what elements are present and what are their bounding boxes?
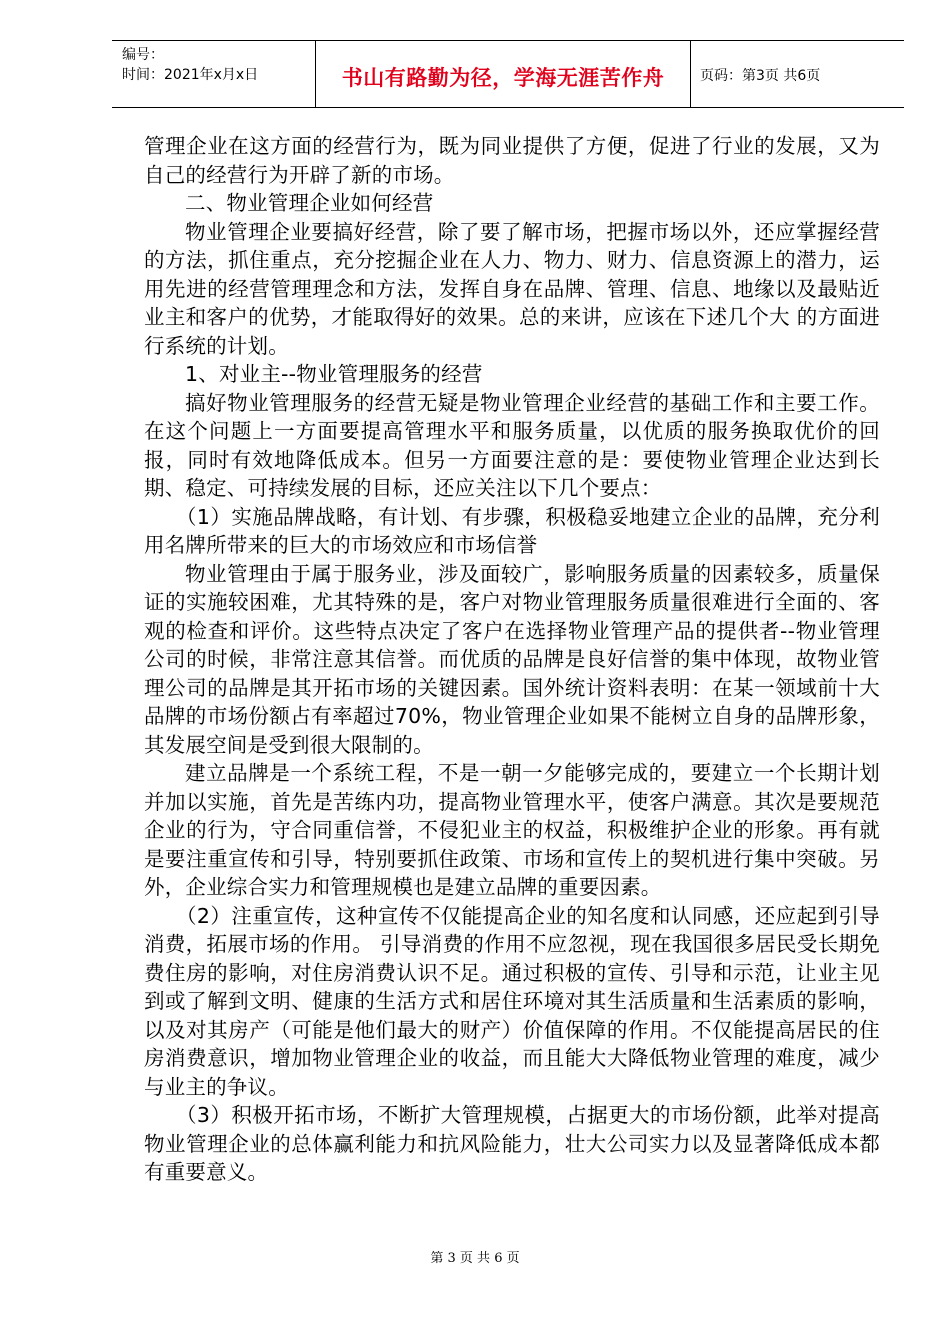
paragraph-continued: 管理企业在这方面的经营行为，既为同业提供了方便，促进了行业的发展，又为自己的经营行为开辟了新的市场。: [144, 134, 880, 187]
page-footer: 第 3 页 共 6 页: [430, 1251, 520, 1266]
paragraph: 物业管理企业要搞好经营，除了要了解市场，把握市场以外，还应掌握经营的方法，抓住重点，充分挖掘企业在人力、物力、财力、信息资源上的潜力，运用先进的经营管理理念和方法，发挥自身在品牌、管理、信息、地缘以及最贴近业主和客户的优势，才能取得好的效果。总的来讲，应该在下述几个大 的方面进行系统的计划。: [144, 219, 880, 358]
header-meta-cell: [112, 41, 314, 107]
header-motto-cell: [315, 41, 691, 107]
paragraph: 搞好物业管理服务的经营无疑是物业管理企业经营的基础工作和主要工作。在这个问题上一方面要提高管理水平和服务质量，以优质的服务换取优价的回报，同时有效地降低成本。但另一方面要注意的是：要使物业管理企业达到长期、稳定、可持续发展的目标，还应关注以下几个要点：: [144, 390, 880, 500]
section-heading: 二、物业管理企业如何经营: [185, 191, 434, 215]
paragraph: 物业管理由于属于服务业，涉及面较广，影响服务质量的因素较多，质量保证的实施较困难，尤其特殊的是，客户对物业管理服务质量很难进行全面的、客观的检查和评价。这些特点决定了客户在选择物业管理产品的提供者--物业管理公司的时候，非常注意其信誉。而优质的品牌是良好信誉的集中体现，故物业管理公司的品牌是其开拓市场的关键因素。国外统计资料表明：在某一领域前十大品牌的市场份额占有率超过70%，物业管理企业如果不能树立自身的品牌形象，其发展空间是受到很大限制的。: [144, 561, 880, 757]
list-item-paragraph: （2）注重宣传，这种宣传不仅能提高企业的知名度和认同感，还应起到引导消费，拓展市场的作用。 引导消费的作用不应忽视，现在我国很多居民受长期免费住房的影响，对住房消费认识不足。通过积极的宣传、引导和示范，让业主见到或了解到文明、健康的生活方式和居住环境对其生活质量和生活素质的影响，以及对其房产（可能是他们最大的财产）价值保障的作用。不仅能提高居民的住房消费意识，增加物业管理企业的收益，而且能大大降低物业管理的难度，减少与业主的争议。: [144, 903, 880, 1099]
list-item-paragraph: （3）积极开拓市场，不断扩大管理规模，占据更大的市场份额，此举对提高物业管理企业的总体赢利能力和抗风险能力，壮大公司实力以及显著降低成本都有重要意义。: [144, 1103, 880, 1184]
list-item-heading: （1）实施品牌战略，有计划、有步骤，积极稳妥地建立企业的品牌，充分利用名牌所带来的巨大的市场效应和市场信誉: [144, 504, 880, 557]
header-page-cell: [690, 41, 904, 107]
time-label: 时间：2021年x月x日: [122, 67, 259, 83]
header-page-info: 页码：第3页 共6页: [700, 68, 821, 84]
document-body: [144, 132, 880, 1187]
header-motto: 书山有路勤为径，学海无涯苦作舟: [341, 66, 665, 90]
serial-label: 编号：: [122, 47, 164, 63]
document-header: [112, 40, 904, 108]
subsection-heading: 1、对业主--物业管理服务的经营: [185, 362, 483, 386]
paragraph: 建立品牌是一个系统工程，不是一朝一夕能够完成的，要建立一个长期计划并加以实施，首先是苦练内功，提高物业管理水平，使客户满意。其次是要规范企业的行为，守合同重信誉，不侵犯业主的权益，积极维护企业的形象。再有就是要注重宣传和引导，特别要抓住政策、市场和宣传上的契机进行集中突破。另外，企业综合实力和管理规模也是建立品牌的重要因素。: [144, 761, 880, 899]
